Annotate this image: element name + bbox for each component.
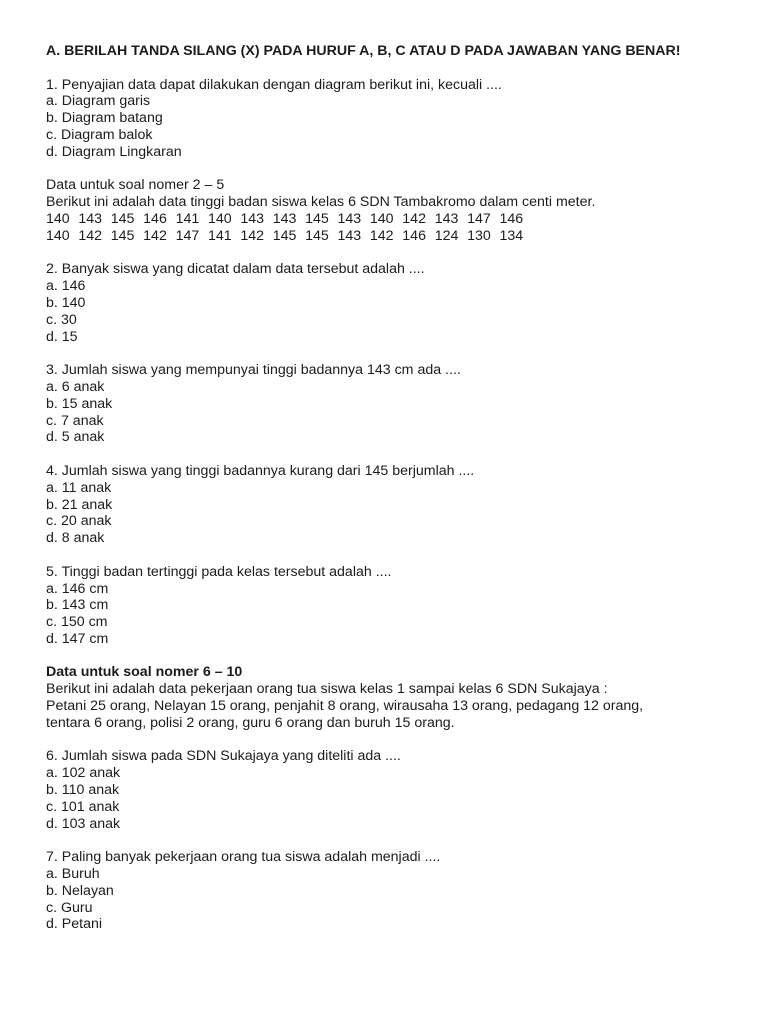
question-6-option-b: b. 110 anak xyxy=(46,782,120,799)
question-3-option-a: a. 6 anak xyxy=(46,378,105,395)
height-value: 146 xyxy=(402,227,426,244)
height-value: 143 xyxy=(272,210,297,227)
question-5-option-c: c. 150 cm xyxy=(46,614,108,631)
data-section-2-5-description: Berikut ini adalah data tinggi badan siswa kelas 6 SDN Tambakromo dalam centi meter. xyxy=(46,194,596,211)
spacer xyxy=(46,345,752,362)
height-value: 140 xyxy=(369,210,394,227)
question-6 xyxy=(46,748,752,832)
question-2-option-b: b. 140 xyxy=(46,294,86,311)
height-value: 143 xyxy=(78,210,103,227)
height-value: 124 xyxy=(434,227,459,244)
spacer xyxy=(46,832,752,849)
spacer xyxy=(46,732,752,749)
data-section-6-10-description-3: tentara 6 orang, polisi 2 orang, guru 6 orang dan buruh 15 orang. xyxy=(46,714,455,731)
question-7-option-b: b. Nelayan xyxy=(46,882,114,899)
height-value: 143 xyxy=(240,210,265,227)
data-section-6-10 xyxy=(46,664,752,731)
question-1 xyxy=(46,77,752,161)
height-value: 145 xyxy=(110,227,135,244)
height-value: 142 xyxy=(78,227,103,244)
question-5 xyxy=(46,564,752,648)
question-1-option-b: b. Diagram batang xyxy=(46,110,163,127)
question-2-option-d: d. 15 xyxy=(46,328,78,345)
height-value: 147 xyxy=(175,227,200,244)
question-2 xyxy=(46,261,752,345)
question-5-text: 5. Tinggi badan tertinggi pada kelas tersebut adalah .... xyxy=(46,563,392,580)
question-3-text: 3. Jumlah siswa yang mempunyai tinggi badannya 143 cm ada .... xyxy=(46,362,461,379)
question-2-option-a: a. 146 xyxy=(46,278,86,295)
question-4-option-b: b. 21 anak xyxy=(46,496,113,513)
question-4 xyxy=(46,463,752,547)
spacer xyxy=(46,446,752,463)
instruction-heading: A. BERILAH TANDA SILANG (X) PADA HURUF A, B, C ATAU D PADA JAWABAN YANG BENAR! xyxy=(46,43,681,59)
height-value: 142 xyxy=(143,227,167,244)
question-4-text: 4. Jumlah siswa yang tinggi badannya kurang dari 145 berjumlah .... xyxy=(46,462,475,479)
height-value: 141 xyxy=(207,227,232,244)
height-value: 145 xyxy=(305,227,329,244)
question-6-text: 6. Jumlah siswa pada SDN Sukajaya yang diteliti ada .... xyxy=(46,748,401,765)
question-1-option-c: c. Diagram balok xyxy=(46,126,153,143)
question-6-option-a: a. 102 anak xyxy=(46,765,121,782)
height-value: 146 xyxy=(499,210,524,227)
question-3-option-b: b. 15 anak xyxy=(46,395,113,412)
question-5-option-a: a. 146 cm xyxy=(46,580,109,597)
spacer xyxy=(46,60,752,77)
height-value: 141 xyxy=(175,210,200,227)
question-3 xyxy=(46,362,752,446)
height-value: 140 xyxy=(207,210,232,227)
height-value: 134 xyxy=(499,227,524,244)
question-1-option-a: a. Diagram garis xyxy=(46,93,151,110)
height-value: 140 xyxy=(46,210,70,227)
worksheet-page xyxy=(46,43,752,933)
question-4-option-d: d. 8 anak xyxy=(46,530,105,547)
data-section-2-5-title: Data untuk soal nomer 2 – 5 xyxy=(46,177,225,194)
data-section-6-10-description-1: Berikut ini adalah data pekerjaan orang tua siswa kelas 1 sampai kelas 6 SDN Sukajaya : xyxy=(46,681,608,698)
height-value: 145 xyxy=(272,227,297,244)
height-value: 143 xyxy=(337,227,362,244)
spacer xyxy=(46,161,752,178)
question-2-text: 2. Banyak siswa yang dicatat dalam data tersebut adalah .... xyxy=(46,261,425,278)
question-1-option-d: d. Diagram Lingkaran xyxy=(46,143,182,160)
question-2-option-c: c. 30 xyxy=(46,311,77,328)
height-data-row-1 xyxy=(46,211,752,228)
question-5-option-d: d. 147 cm xyxy=(46,630,109,647)
height-value: 142 xyxy=(240,227,265,244)
data-section-6-10-description-2: Petani 25 orang, Nelayan 15 orang, penjahit 8 orang, wirausaha 13 orang, pedagang 12 orang, xyxy=(46,698,644,715)
question-7-text: 7. Paling banyak pekerjaan orang tua siswa adalah menjadi .... xyxy=(46,849,441,866)
question-7-option-c: c. Guru xyxy=(46,899,93,916)
question-3-option-c: c. 7 anak xyxy=(46,412,104,429)
height-value: 142 xyxy=(369,227,394,244)
question-7-option-d: d. Petani xyxy=(46,916,103,933)
height-value: 143 xyxy=(434,210,459,227)
spacer xyxy=(46,245,752,262)
question-6-option-d: d. 103 anak xyxy=(46,815,121,832)
question-4-option-a: a. 11 anak xyxy=(46,479,112,496)
data-section-6-10-title: Data untuk soal nomer 6 – 10 xyxy=(46,664,243,681)
height-value: 146 xyxy=(143,210,167,227)
question-1-text: 1. Penyajian data dapat dilakukan dengan diagram berikut ini, kecuali .... xyxy=(46,76,502,93)
question-7-option-a: a. Buruh xyxy=(46,866,100,883)
height-data-row-2 xyxy=(46,228,752,245)
height-value: 145 xyxy=(110,210,135,227)
height-value: 130 xyxy=(467,227,491,244)
height-value: 140 xyxy=(46,227,70,244)
height-value: 145 xyxy=(305,210,329,227)
height-value: 142 xyxy=(402,210,426,227)
question-7 xyxy=(46,849,752,933)
question-4-option-c: c. 20 anak xyxy=(46,513,112,530)
question-3-option-d: d. 5 anak xyxy=(46,429,105,446)
spacer xyxy=(46,648,752,665)
data-section-2-5 xyxy=(46,177,752,244)
question-6-option-c: c. 101 anak xyxy=(46,798,120,815)
spacer xyxy=(46,547,752,564)
height-value: 143 xyxy=(337,210,362,227)
height-value: 147 xyxy=(467,210,491,227)
question-5-option-b: b. 143 cm xyxy=(46,597,109,614)
